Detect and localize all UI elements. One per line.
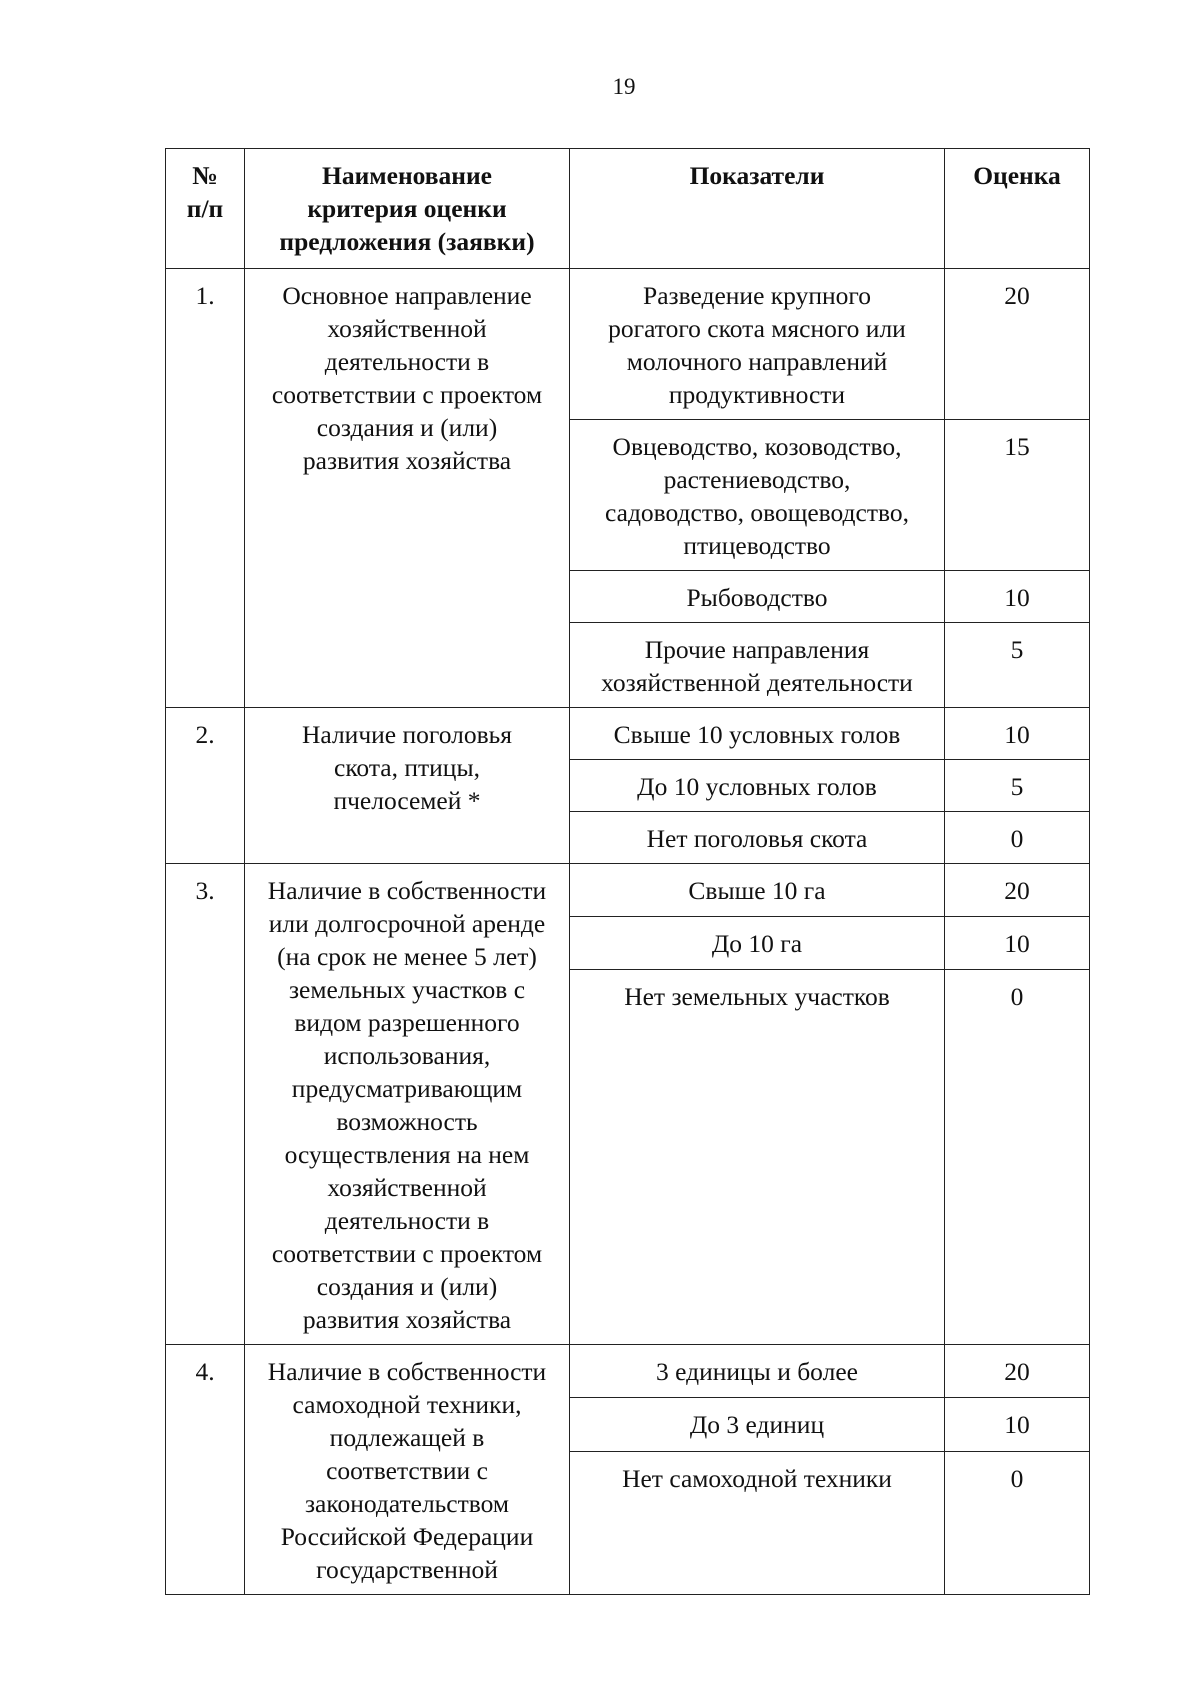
indicator-cell: Прочие направления хозяйственной деятельности	[570, 623, 945, 708]
score-cell: 0	[945, 812, 1090, 864]
score-cell: 20	[945, 1345, 1090, 1398]
indicator-cell: Рыбоводство	[570, 571, 945, 623]
header-indicators: Показатели	[570, 149, 945, 269]
row-number: 1.	[166, 269, 245, 708]
score-cell: 20	[945, 269, 1090, 420]
indicator-cell: До 10 га	[570, 916, 945, 969]
table-row	[166, 269, 1090, 420]
indicator-cell: Овцеводство, козоводство, растениеводство, садоводство, овощеводство, птицеводство	[570, 420, 945, 571]
table-row	[166, 708, 1090, 760]
indicator-cell: До 3 единиц	[570, 1398, 945, 1451]
score-cell: 0	[945, 1451, 1090, 1594]
criterion-name: Наличие в собственности или долгосрочной аренде (на срок не менее 5 лет) земельных участков с видом разрешенного использования, предусматривающим возможность осуществления на нем хозяйственной деятельности в соответствии с проектом создания и (или) развития хозяйства	[245, 864, 570, 1345]
indicator-cell: До 10 условных голов	[570, 760, 945, 812]
score-cell: 5	[945, 623, 1090, 708]
indicator-cell: Свыше 10 условных голов	[570, 708, 945, 760]
criterion-name: Наличие поголовья скота, птицы, пчелосемей *	[245, 708, 570, 864]
row-number: 3.	[166, 864, 245, 1345]
criteria-table	[165, 148, 1090, 1595]
score-cell: 5	[945, 760, 1090, 812]
score-cell: 10	[945, 1398, 1090, 1451]
indicator-cell: Нет земельных участков	[570, 969, 945, 1344]
table-row	[166, 864, 1090, 917]
criterion-name: Основное направление хозяйственной деятельности в соответствии с проектом создания и (или) развития хозяйства	[245, 269, 570, 708]
table-header-row	[166, 149, 1090, 269]
table-row	[166, 1345, 1090, 1398]
score-cell: 10	[945, 916, 1090, 969]
score-cell: 0	[945, 969, 1090, 1344]
criterion-name: Наличие в собственности самоходной техники, подлежащей в соответствии с законодательством Российской Федерации государственной	[245, 1345, 570, 1595]
score-cell: 10	[945, 571, 1090, 623]
score-cell: 20	[945, 864, 1090, 917]
indicator-cell: 3 единицы и более	[570, 1345, 945, 1398]
row-number: 4.	[166, 1345, 245, 1595]
row-number: 2.	[166, 708, 245, 864]
header-criterion: Наименование критерия оценки предложения (заявки)	[245, 149, 570, 269]
score-cell: 15	[945, 420, 1090, 571]
indicator-cell: Свыше 10 га	[570, 864, 945, 917]
indicator-cell: Разведение крупного рогатого скота мясного или молочного направлений продуктивности	[570, 269, 945, 420]
indicator-cell: Нет самоходной техники	[570, 1451, 945, 1594]
score-cell: 10	[945, 708, 1090, 760]
page-number: 19	[612, 74, 636, 99]
indicator-cell: Нет поголовья скота	[570, 812, 945, 864]
header-num: № п/п	[166, 149, 245, 269]
header-score: Оценка	[945, 149, 1090, 269]
